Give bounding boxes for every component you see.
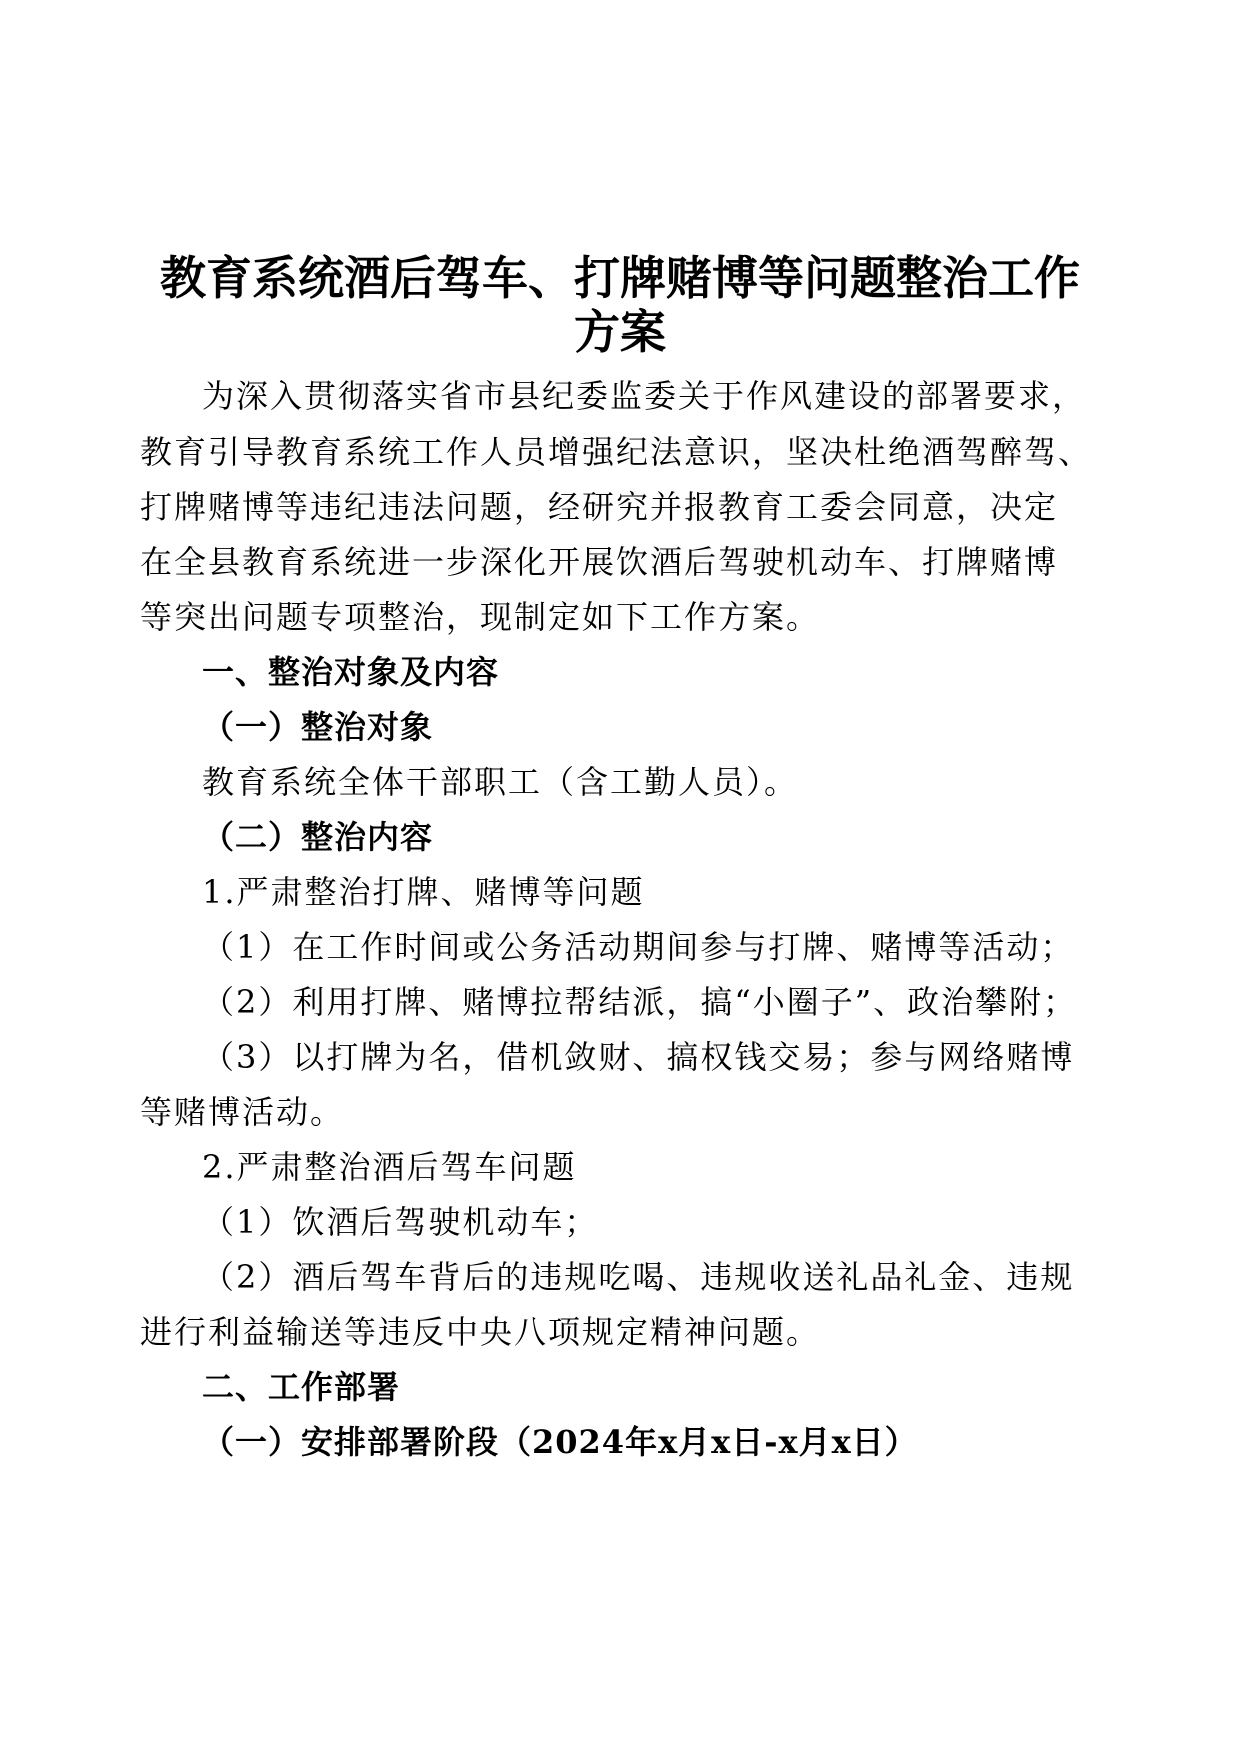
item-point: （1）在工作时间或公务活动期间参与打牌、赌博等活动； (202, 928, 1075, 966)
item-point: （2）利用打牌、赌博拉帮结派，搞“小圈子”、政治攀附； (202, 983, 1078, 1021)
intro-paragraph-line: 在全县教育系统进一步深化开展饮酒后驾驶机动车、打牌赌博 (140, 543, 1059, 581)
subsection-heading-stage-1: （一）安排部署阶段（2024年x月x日-x月x日） (202, 1423, 918, 1461)
section-heading-2: 二、工作部署 (202, 1368, 401, 1406)
subsection-heading-content: （二）整治内容 (202, 818, 434, 856)
intro-paragraph-line: 为深入贯彻落实省市县纪委监委关于作风建设的部署要求， (202, 377, 1087, 415)
document-title-line-2: 方案 (574, 305, 666, 359)
intro-paragraph-line: 等突出问题专项整治，现制定如下工作方案。 (140, 598, 821, 636)
intro-paragraph-line: 教育引导教育系统工作人员增强纪法意识，坚决杜绝酒驾醉驾、 (140, 433, 1093, 471)
subsection-heading-targets: （一）整治对象 (202, 708, 434, 746)
intro-paragraph-line: 打牌赌博等违纪违法问题，经研究并报教育工委会同意，决定 (140, 488, 1059, 526)
document-title-line-1: 教育系统酒后驾车、打牌赌博等问题整治工作 (160, 251, 1080, 305)
item-point-continuation: 进行利益输送等违反中央八项规定精神问题。 (140, 1313, 821, 1351)
item-title-drunk-driving: 2.严肃整治酒后驾车问题 (202, 1148, 577, 1186)
item-point-continuation: 等赌博活动。 (140, 1093, 345, 1131)
subsection-body-targets: 教育系统全体干部职工（含工勤人员）。 (202, 763, 799, 801)
item-point: （2）酒后驾车背后的违规吃喝、违规收送礼品礼金、违规 (202, 1258, 1075, 1296)
item-point: （3）以打牌为名，借机敛财、搞权钱交易；参与网络赌博 (202, 1038, 1075, 1076)
item-point: （1）饮酒后驾驶机动车； (202, 1203, 599, 1241)
item-title-gambling: 1.严肃整治打牌、赌博等问题 (202, 873, 645, 911)
section-heading-1: 一、整治对象及内容 (202, 653, 500, 691)
